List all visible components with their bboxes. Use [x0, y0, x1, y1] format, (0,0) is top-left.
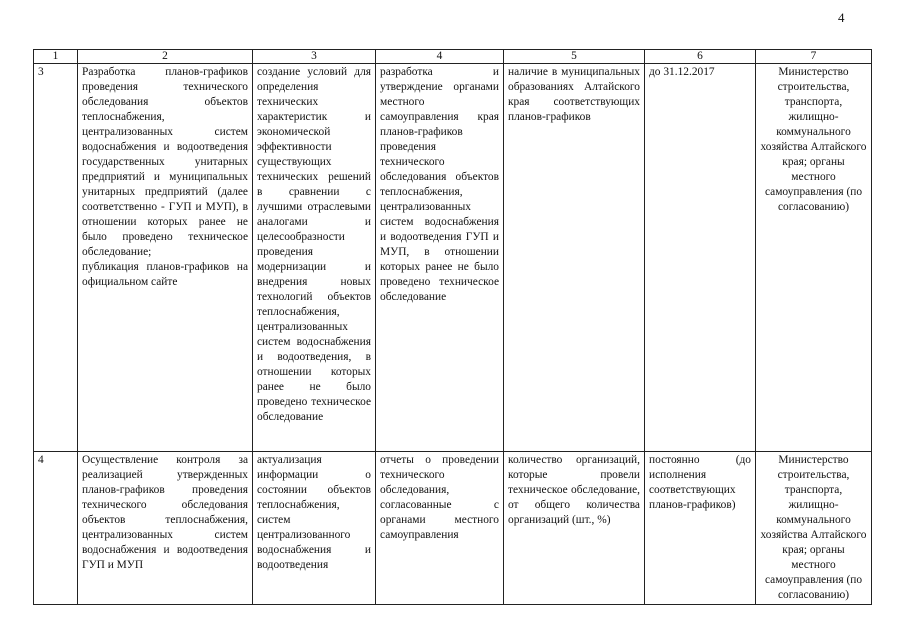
column-number-1: 1: [34, 50, 78, 64]
activity-cell: Разработка планов-графиков проведения технического обследования объектов теплоснабжения, централизованных систем водоснабжения и водоотведения государственных унитарных предприятий и муниципальных унитарных предприятий (далее соответственно - ГУП и МУП), в отношении которых ранее не было проведено техническое обследование; публикация планов-графиков на официальном сайте: [78, 64, 253, 452]
indicator-cell: количество организаций, которые провели техническое обследование, от общего количества организаций (шт., %): [504, 452, 645, 605]
result-cell: отчеты о проведении технического обследования, согласованные с органами местного самоуправления: [376, 452, 504, 605]
column-number-6: 6: [645, 50, 756, 64]
result-cell: разработка и утверждение органами местного самоуправления края планов-графиков проведения технического обследования объектов теплоснабжения, централизованных систем водоснабжения и водоотведения ГУП и МУП, в отношении которых ранее не было проведено техническое обследование: [376, 64, 504, 452]
activity-cell: Осуществление контроля за реализацией утвержденных планов-графиков проведения технического обследования объектов теплоснабжения, централизованных систем водоснабжения и водоотведения ГУП и МУП: [78, 452, 253, 605]
column-number-2: 2: [78, 50, 253, 64]
column-numbers-row: [34, 50, 872, 64]
deadline-cell: постоянно (до исполнения соответствующих планов-графиков): [645, 452, 756, 605]
deadline-cell: до 31.12.2017: [645, 64, 756, 452]
column-number-5: 5: [504, 50, 645, 64]
measures-table: [33, 49, 872, 605]
table-row: [34, 452, 872, 605]
column-number-3: 3: [253, 50, 376, 64]
purpose-cell: создание условий для определения технических характеристик и экономической эффективности существующих технических решений в сравнении с лучшими отраслевыми аналогами и целесообразности проведения модернизации и внедрения новых технологий объектов теплоснабжения, централизованных систем водоснабжения и водоотведения, в отношении которых ранее не было проведено техническое обследование: [253, 64, 376, 452]
page-number: 4: [838, 10, 845, 25]
table-row: [34, 64, 872, 452]
responsible-cell: Министерство строительства, транспорта, жилищно-коммунального хозяйства Алтайского края; органы местного самоуправления (по согласованию): [756, 452, 872, 605]
column-number-7: 7: [756, 50, 872, 64]
purpose-cell: актуализация информации о состоянии объектов теплоснабжения, систем централизованного водоснабжения и водоотведения: [253, 452, 376, 605]
row-number: 3: [34, 64, 78, 452]
responsible-cell: Министерство строительства, транспорта, жилищно-коммунального хозяйства Алтайского края; органы местного самоуправления (по согласованию): [756, 64, 872, 452]
row-number: 4: [34, 452, 78, 605]
indicator-cell: наличие в муниципальных образованиях Алтайского края соответствующих планов-графиков: [504, 64, 645, 452]
column-number-4: 4: [376, 50, 504, 64]
